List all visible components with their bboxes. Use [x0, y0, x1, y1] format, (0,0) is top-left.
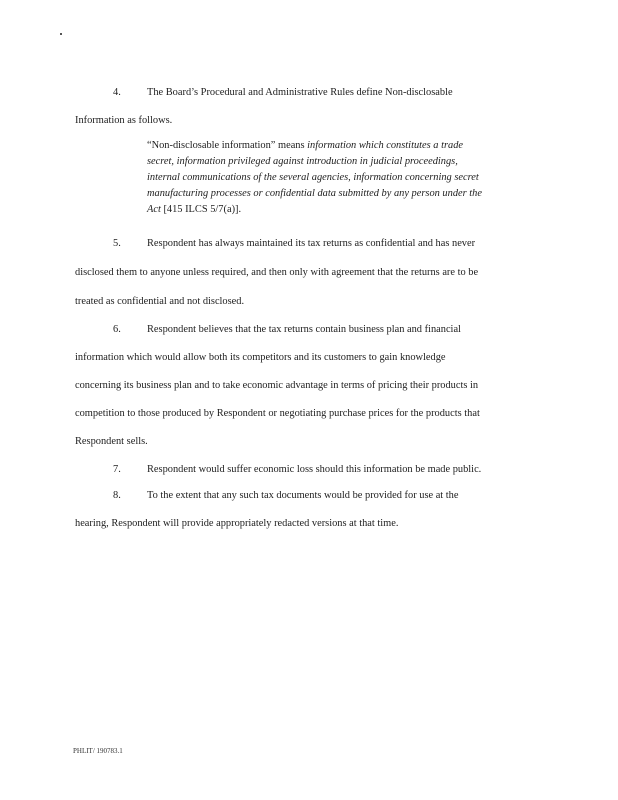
quote-line: manufacturing processes or confidential data submitted by any person under the — [147, 188, 482, 199]
paragraph-number: 4. — [113, 87, 121, 98]
scan-mark — [60, 33, 62, 35]
quote-text: “Non-disclosable information” means — [147, 140, 308, 151]
text-line: hearing, Respondent will provide appropriately redacted versions at that time. — [75, 518, 399, 529]
text-line: Information as follows. — [75, 115, 173, 126]
text-line: disclosed them to anyone unless required, and then only with agreement that the returns are to be — [75, 267, 479, 278]
quote-line: secret, information privileged against introduction in judicial proceedings, — [147, 156, 458, 167]
text-line: treated as confidential and not disclosed. — [75, 296, 245, 307]
text-line: Respondent would suffer economic loss should this information be made public. — [147, 464, 482, 475]
text-line: concerning its business plan and to take economic advantage in terms of pricing their products in — [75, 380, 479, 391]
citation: [415 ILCS 5/7(a)]. — [160, 204, 242, 215]
text-line: The Board’s Procedural and Administrative Rules define Non-disclosable — [147, 87, 453, 98]
text-line: competition to those produced by Respondent or negotiating purchase prices for the products that — [75, 408, 480, 419]
document-footer-id: PHLIT/ 190783.1 — [73, 747, 123, 755]
text-line: Respondent sells. — [75, 436, 148, 447]
text-line: To the extent that any such tax documents would be provided for use at the — [147, 490, 459, 501]
quote-text-italic: Act — [147, 204, 161, 215]
text-line: Respondent believes that the tax returns contain business plan and financial — [147, 324, 461, 335]
quote-line: internal communications of the several agencies, information concerning secret — [147, 172, 479, 183]
quote-line — [147, 204, 241, 215]
text-line: information which would allow both its competitors and its customers to gain knowledge — [75, 352, 446, 363]
paragraph-number: 8. — [113, 490, 121, 501]
text-line: Respondent has always maintained its tax returns as confidential and has never — [147, 238, 476, 249]
quote-text-italic: information which constitutes a trade — [307, 140, 464, 151]
paragraph-number: 6. — [113, 324, 121, 335]
paragraph-number: 5. — [113, 238, 121, 249]
quote-line — [147, 140, 463, 151]
paragraph-number: 7. — [113, 464, 121, 475]
